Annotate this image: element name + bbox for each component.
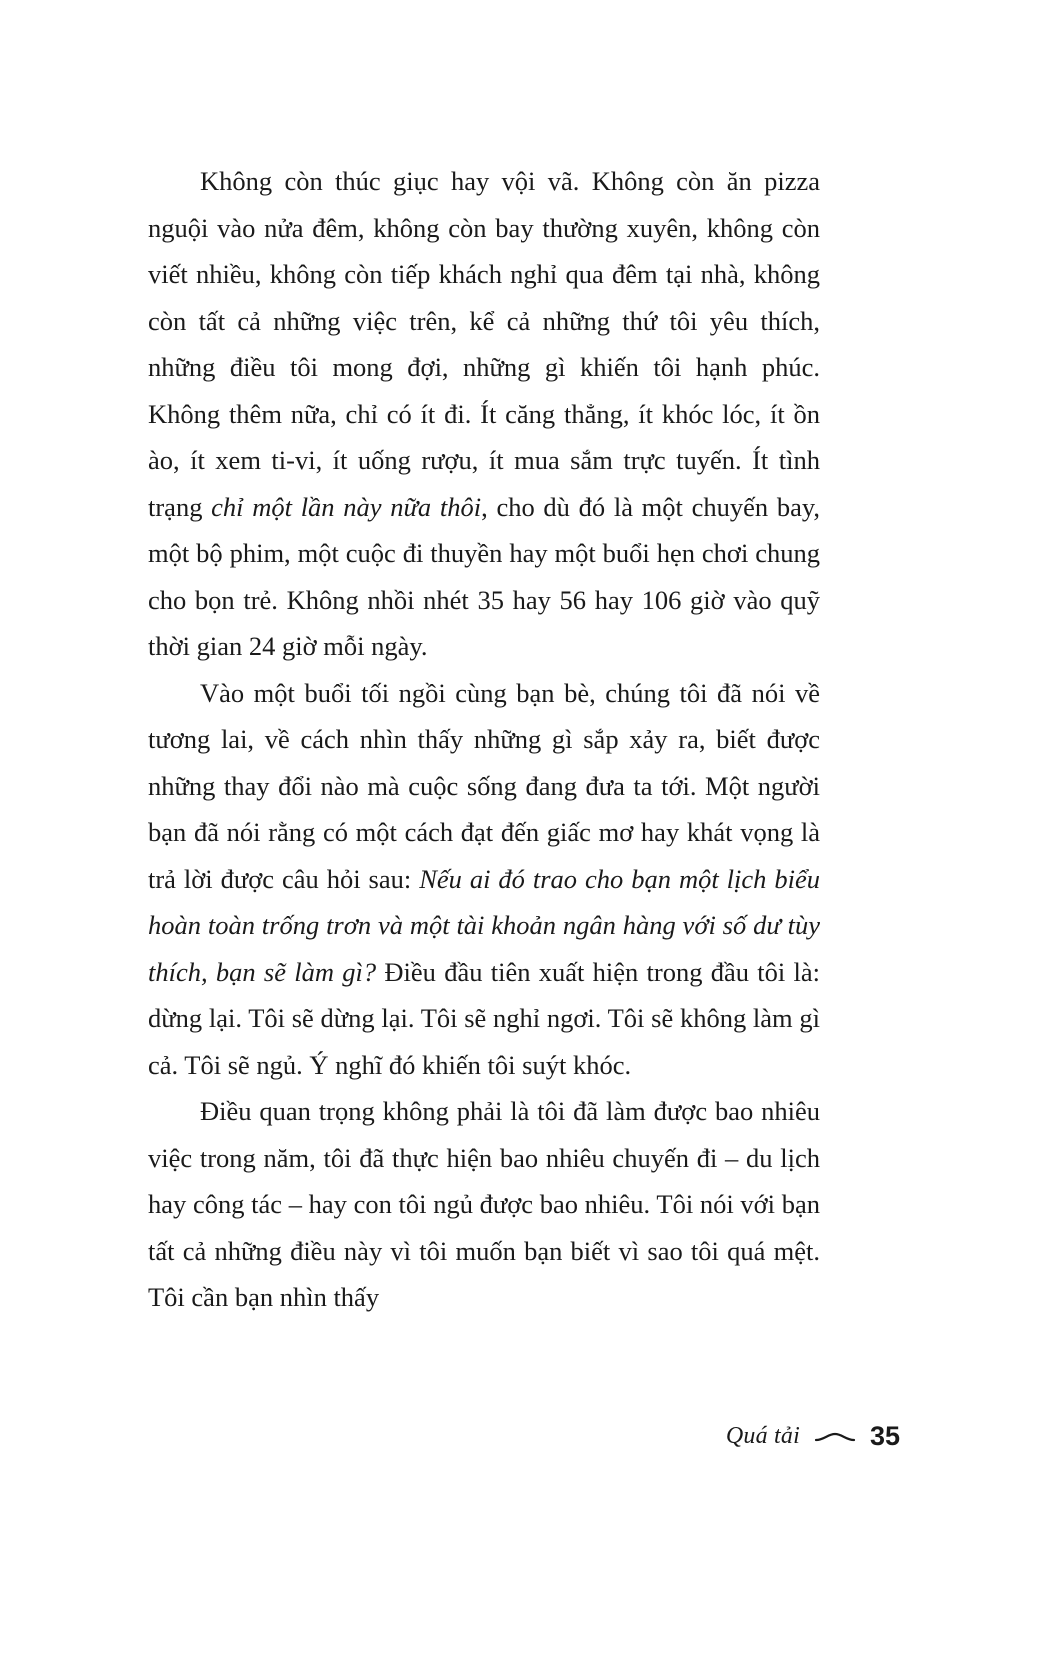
- footer-chapter-title: Quá tải: [725, 1423, 800, 1449]
- body-text: Điều đầu tiên xuất hiện trong đầu tôi là: dừng lại. Tôi sẽ dừng lại. Tôi sẽ nghỉ ngơi. Tôi sẽ không làm gì cả. Tôi sẽ ngủ. Ý nghĩ đó khiến tôi suýt khóc.: [148, 956, 820, 1080]
- emphasis-text: Nếu ai đó trao cho bạn một lịch biểu hoàn toàn trống trơn và một tài khoản ngân hàng với số dư tùy thích, bạn sẽ làm gì?: [148, 863, 820, 987]
- emphasis-text: chỉ một lần này nữa thôi: [211, 491, 482, 522]
- body-text: , cho dù đó là một chuyến bay, một bộ phim, một cuộc đi thuyền hay một buổi hẹn chơi chung cho bọn trẻ. Không nhồi nhét 35 hay 56 hay 106 giờ vào quỹ thời gian 24 giờ mỗi ngày.: [148, 491, 820, 661]
- body-text: Không còn thúc giục hay vội vã. Không còn ăn pizza nguội vào nửa đêm, không còn bay thường xuyên, không còn viết nhiều, không còn tiếp khách nghỉ qua đêm tại nhà, không còn tất cả những việc trên, kể cả những thứ tôi yêu thích, những điều tôi mong đợi, những gì khiến tôi hạnh phúc. Không thêm nữa, chỉ có ít đi. Ít căng thẳng, ít khóc lóc, ít ồn ào, ít xem ti-vi, ít uống rượu, ít mua sắm trực tuyến. Ít tình trạng: [148, 166, 820, 522]
- body-text: Điều quan trọng không phải là tôi đã làm được bao nhiêu việc trong năm, tôi đã thực hiện bao nhiêu chuyến đi – du lịch hay công tác – hay con tôi ngủ được bao nhiêu. Tôi nói với bạn tất cả những điều này vì tôi muốn bạn biết vì sao tôi quá mệt. Tôi cần bạn nhìn thấy: [148, 1096, 820, 1312]
- body-text: Vào một buổi tối ngồi cùng bạn bè, chúng tôi đã nói về tương lai, về cách nhìn thấy những gì sắp xảy ra, biết được những thay đổi nào mà cuộc sống đang đưa ta tới. Một người bạn đã nói rằng có một cách đạt đến giấc mơ hay khát vọng là trả lời được câu hỏi sau:: [148, 677, 820, 894]
- page-number: 35: [869, 1421, 900, 1451]
- paragraph-1: [148, 158, 820, 670]
- paragraph-2: [148, 670, 820, 1089]
- page-footer: [726, 1421, 900, 1452]
- swash-ornament-icon: [814, 1430, 856, 1444]
- page-text-column: [148, 158, 820, 1321]
- paragraph-3: [148, 1088, 820, 1321]
